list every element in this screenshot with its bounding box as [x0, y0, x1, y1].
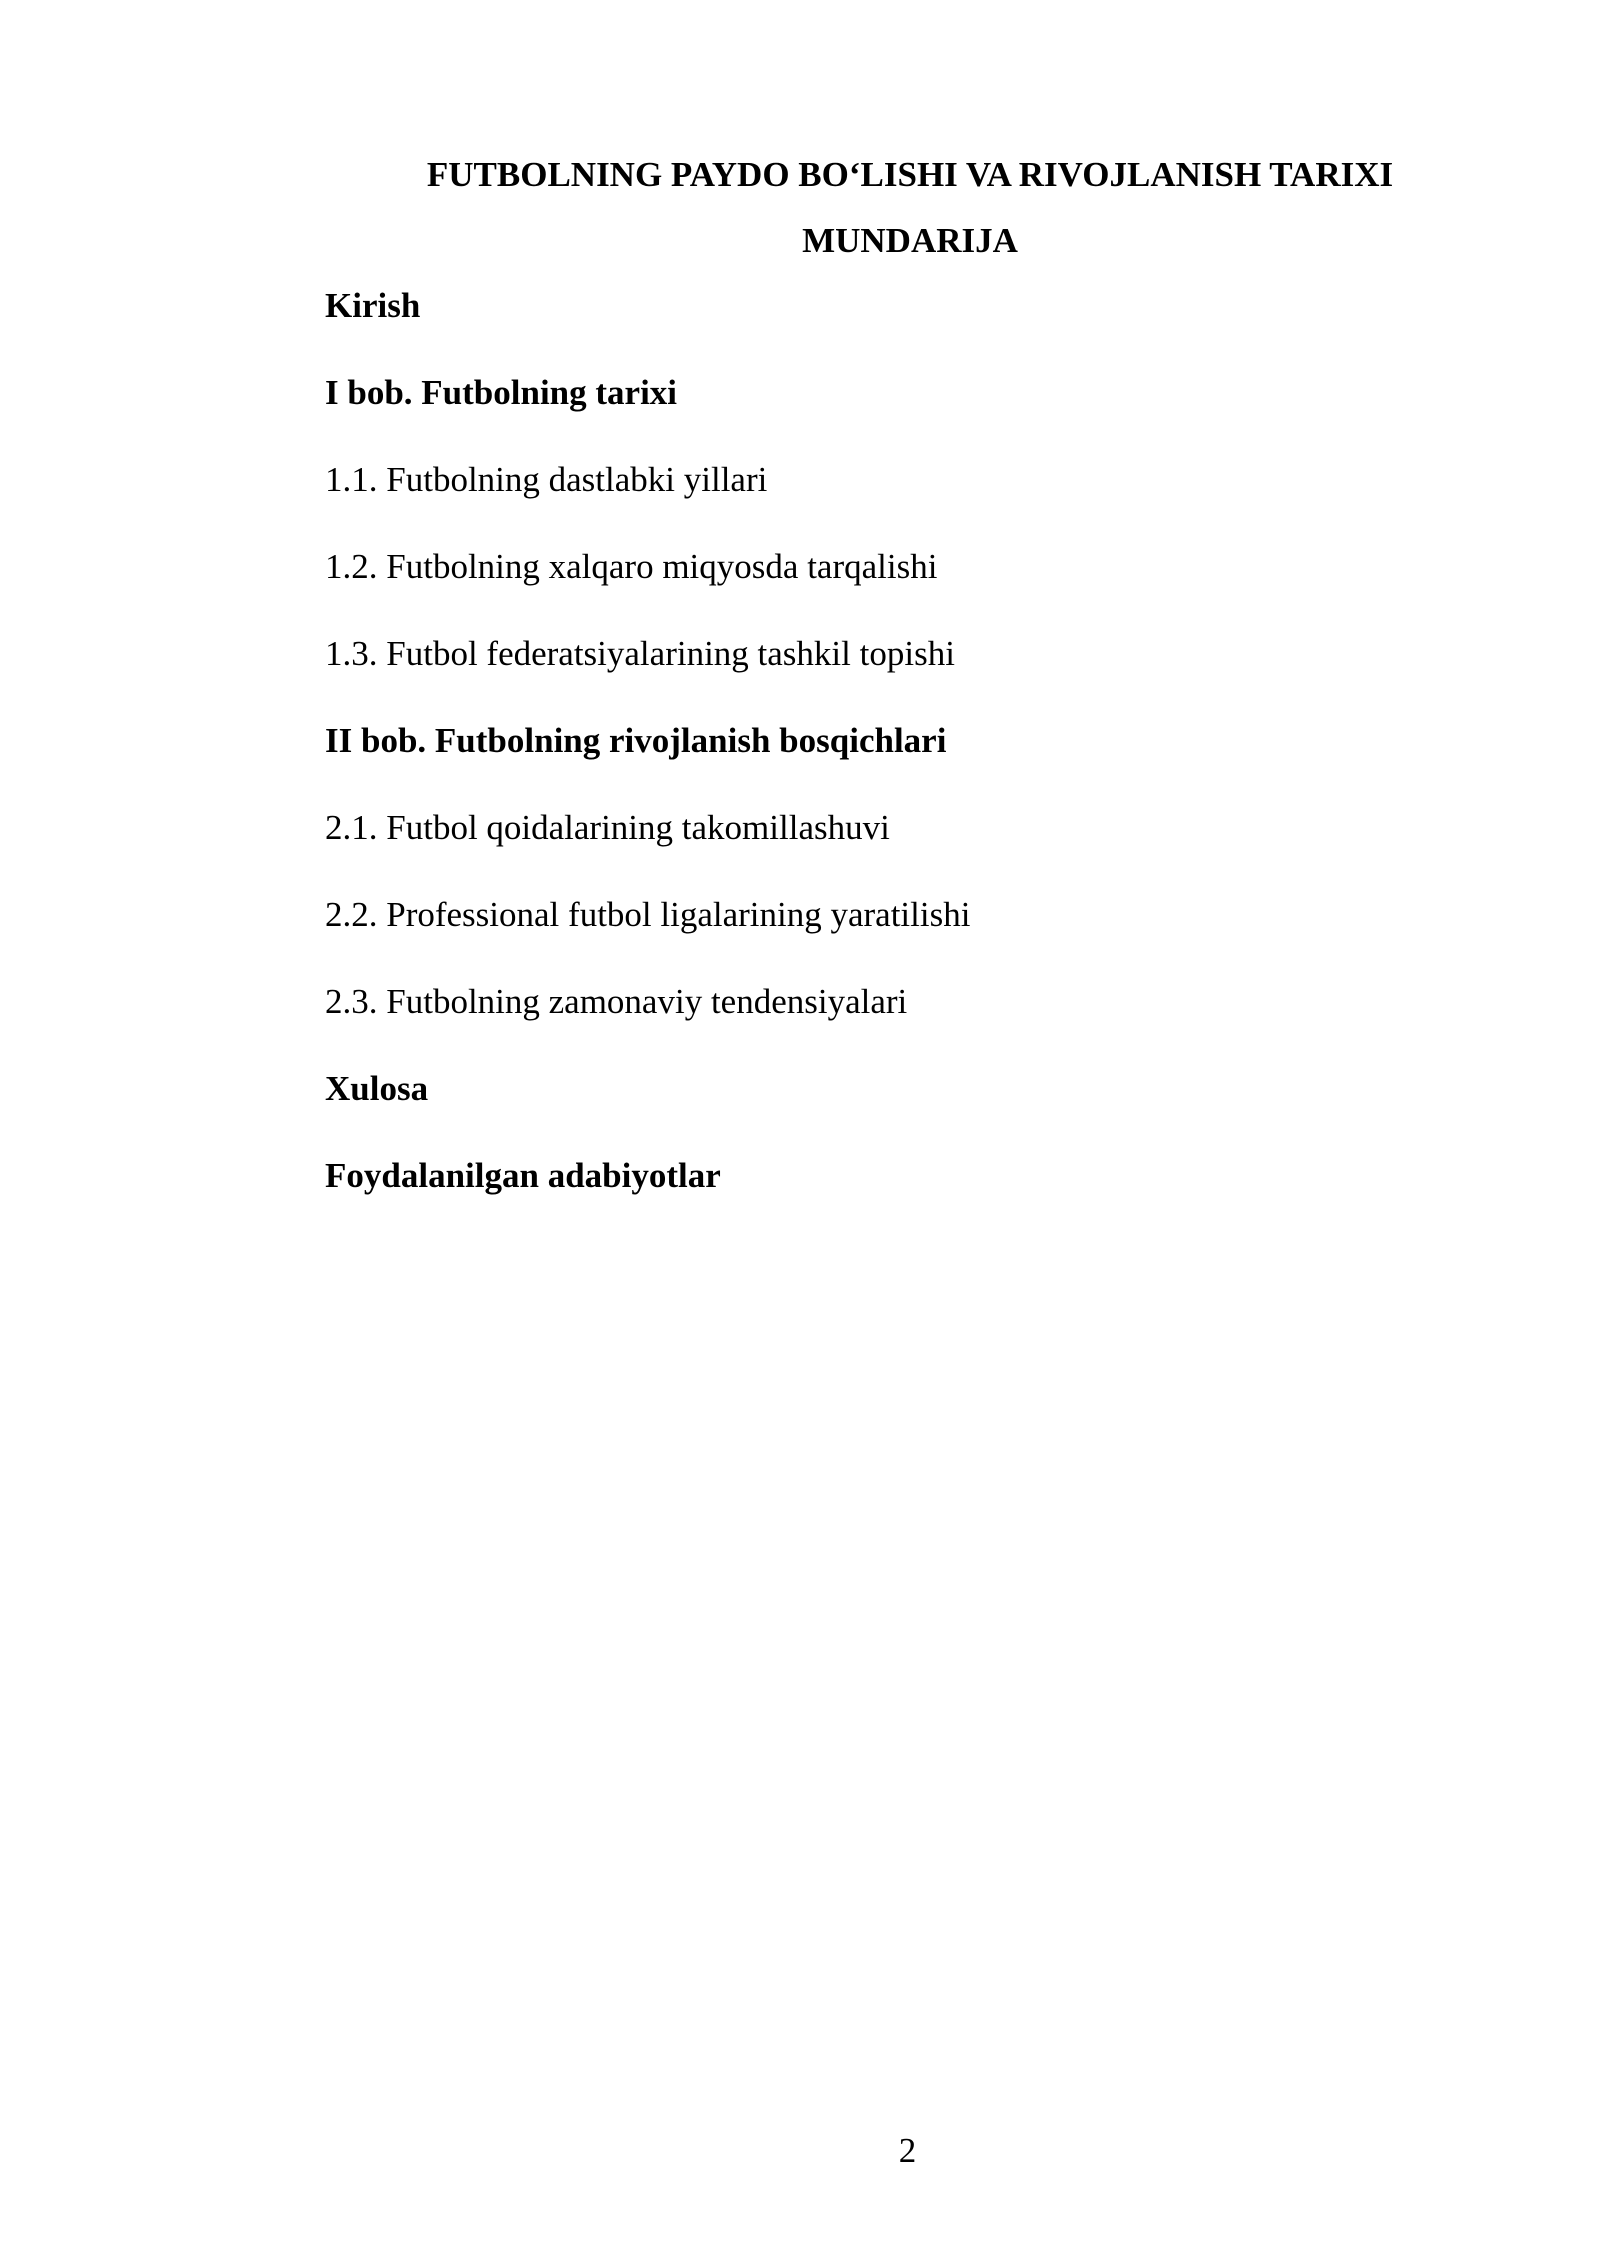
toc-item-section-2-3: 2.3. Futbolning zamonaviy tendensiyalari [325, 982, 908, 1021]
table-of-contents [325, 284, 970, 1241]
toc-item-section-1-3: 1.3. Futbol federatsiyalarining tashkil topishi [325, 634, 955, 673]
page-number: 2 [898, 2131, 917, 2170]
toc-item-section-1-1: 1.1. Futbolning dastlabki yillari [325, 460, 768, 499]
toc-item-conclusion: Xulosa [325, 1069, 429, 1108]
toc-item-section-1-2: 1.2. Futbolning xalqaro miqyosda tarqalishi [325, 547, 938, 586]
toc-item-section-2-2: 2.2. Professional futbol ligalarining yaratilishi [325, 895, 971, 934]
toc-item-chapter-2: II bob. Futbolning rivojlanish bosqichlari [325, 721, 947, 760]
toc-item-references: Foydalanilgan adabiyotlar [325, 1156, 721, 1195]
toc-item-chapter-1: I bob. Futbolning tarixi [325, 373, 678, 412]
toc-item-introduction: Kirish [325, 286, 421, 325]
contents-heading: MUNDARIJA [802, 221, 1018, 260]
document-title: FUTBOLNING PAYDO BO‘LISHI VA RIVOJLANISH TARIXI [426, 155, 1394, 194]
toc-item-section-2-1: 2.1. Futbol qoidalarining takomillashuvi [325, 808, 890, 847]
